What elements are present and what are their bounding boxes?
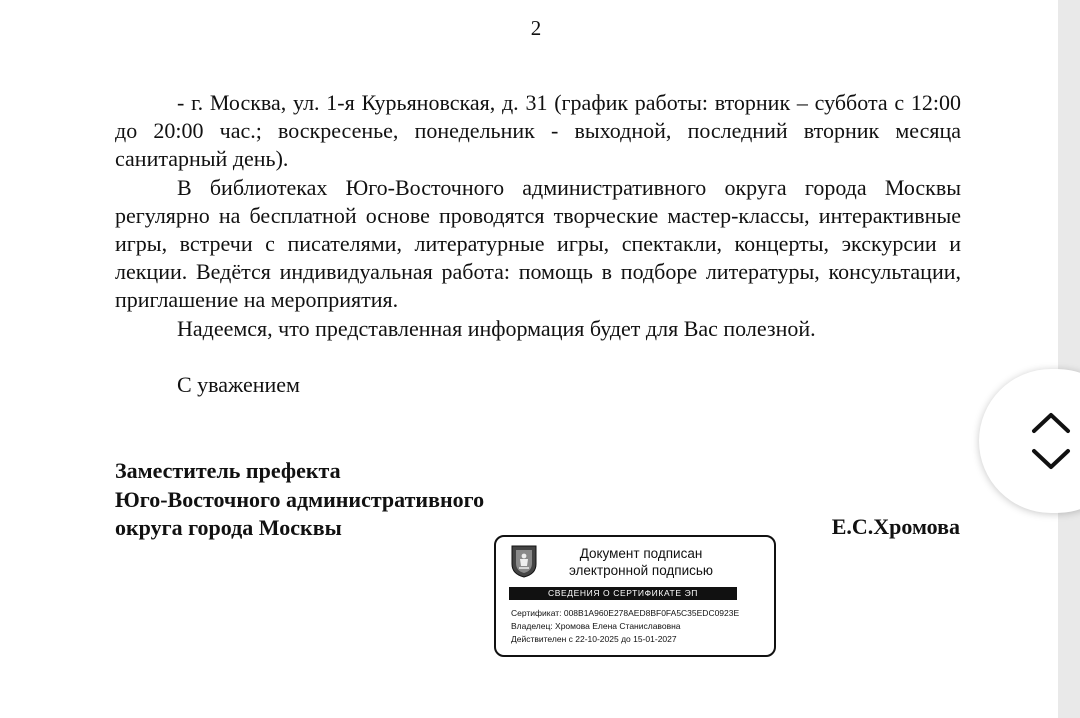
paragraph-address: - г. Москва, ул. 1-я Курьяновская, д. 31 (график работы: вторник – суббота с 12:00 до 20:00 час.; воскресенье, понедельник - выходной, последний вторник месяца санитарный день). (115, 90, 961, 172)
moscow-coat-of-arms-icon (510, 544, 538, 578)
signer-title-line: Юго-Восточного административного (115, 486, 485, 512)
signer-title (115, 457, 484, 543)
chevron-up-icon[interactable] (1031, 411, 1071, 435)
chevron-down-icon[interactable] (1031, 447, 1071, 471)
stamp-validity: Действителен с 22-10-2025 до 15-01-2027 (511, 634, 677, 644)
paragraph-libraries: В библиотеках Юго-Восточного административного округа города Москвы регулярно на бесплатной основе проводятся творческие мастер-классы, интерактивные игры, встречи с писателями, литературные игры, спектакли, концерты, экскурсии и лекции. Ведётся индивидуальная работа: помощь в подборе литературы, консультации, приглашение на мероприятия. (115, 174, 961, 313)
stamp-details (511, 607, 739, 646)
paragraph-closing: Надеемся, что представленная информация будет для Вас полезной. (177, 315, 816, 341)
greeting: С уважением (177, 372, 300, 397)
stamp-owner: Владелец: Хромова Елена Станиславовна (511, 621, 681, 631)
signer-title-line: Заместитель префекта (115, 458, 341, 483)
body-text (115, 89, 961, 343)
stamp-certificate: Сертификат: 008B1A960E278AED8BF0FA5C35EDC0923E (511, 608, 740, 618)
page-number: 2 (530, 16, 542, 40)
electronic-signature-stamp (494, 535, 776, 657)
stamp-heading (548, 545, 734, 579)
stamp-heading-line: электронной подписью (568, 563, 714, 578)
stamp-heading-line: Документ подписан (579, 546, 703, 561)
stamp-certificate-bar: СВЕДЕНИЯ О СЕРТИФИКАТЕ ЭП (509, 587, 737, 600)
signer-name: Е.С.Хромова (831, 514, 960, 539)
signer-title-line: округа города Москвы (115, 515, 342, 540)
